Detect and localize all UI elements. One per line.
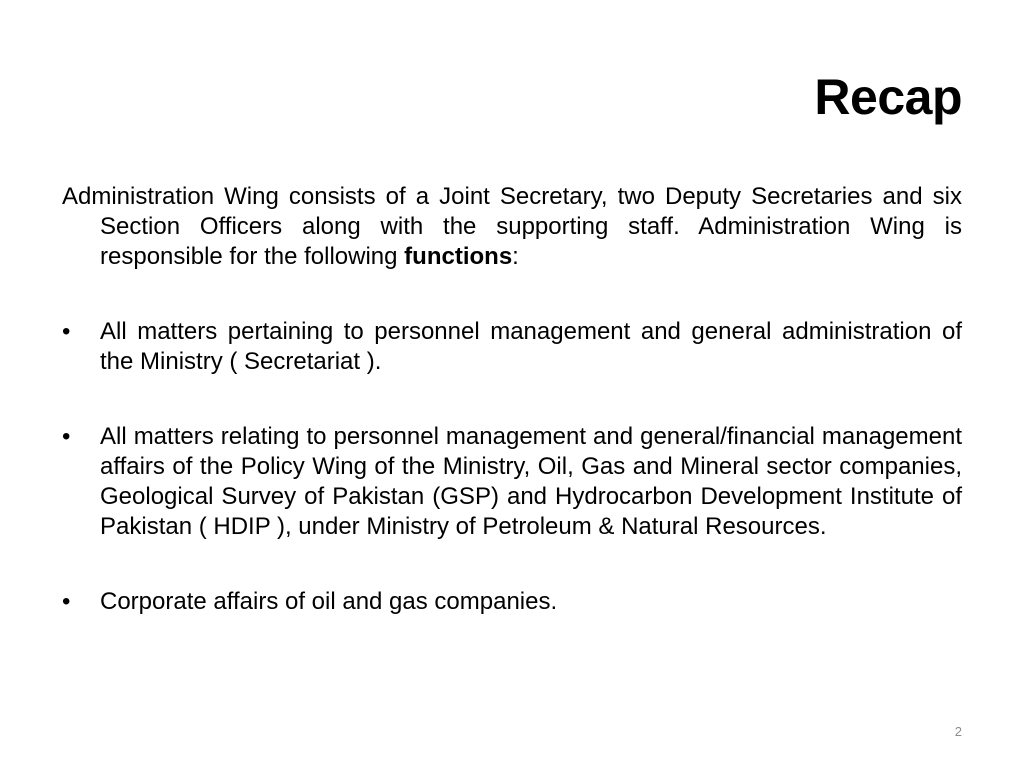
page-number: 2 (954, 724, 962, 739)
intro-suffix: : (512, 243, 519, 270)
bullet-text: Corporate affairs of oil and gas companies. (100, 588, 558, 615)
slide-content (62, 182, 962, 662)
bullet-icon: • (62, 588, 71, 615)
intro-functions-bold: functions (404, 243, 513, 270)
bullet-icon: • (62, 318, 71, 345)
intro-paragraph (62, 182, 962, 272)
bullet-text: All matters pertaining to personnel management and general administration of the Ministry ( Secretariat ). (100, 318, 962, 375)
bullet-icon: • (62, 423, 71, 450)
bullet-item (62, 422, 962, 542)
slide-title: Recap (814, 69, 962, 125)
bullet-item (62, 317, 962, 377)
bullet-text: All matters relating to personnel management and general/financial management affairs of the Policy Wing of the Ministry, Oil, Gas and Mineral sector companies, Geological Survey of Pakistan (GSP) and Hydrocarbon Development Institute of Pakistan ( HDIP ), under Ministry of Petroleum & Natural Resources. (100, 423, 962, 540)
bullet-item (62, 587, 962, 617)
intro-text: Administration Wing consists of a Joint Secretary, two Deputy Secretaries and six Section Officers along with the supporting staff. Administration Wing is responsible for the following (62, 183, 962, 270)
